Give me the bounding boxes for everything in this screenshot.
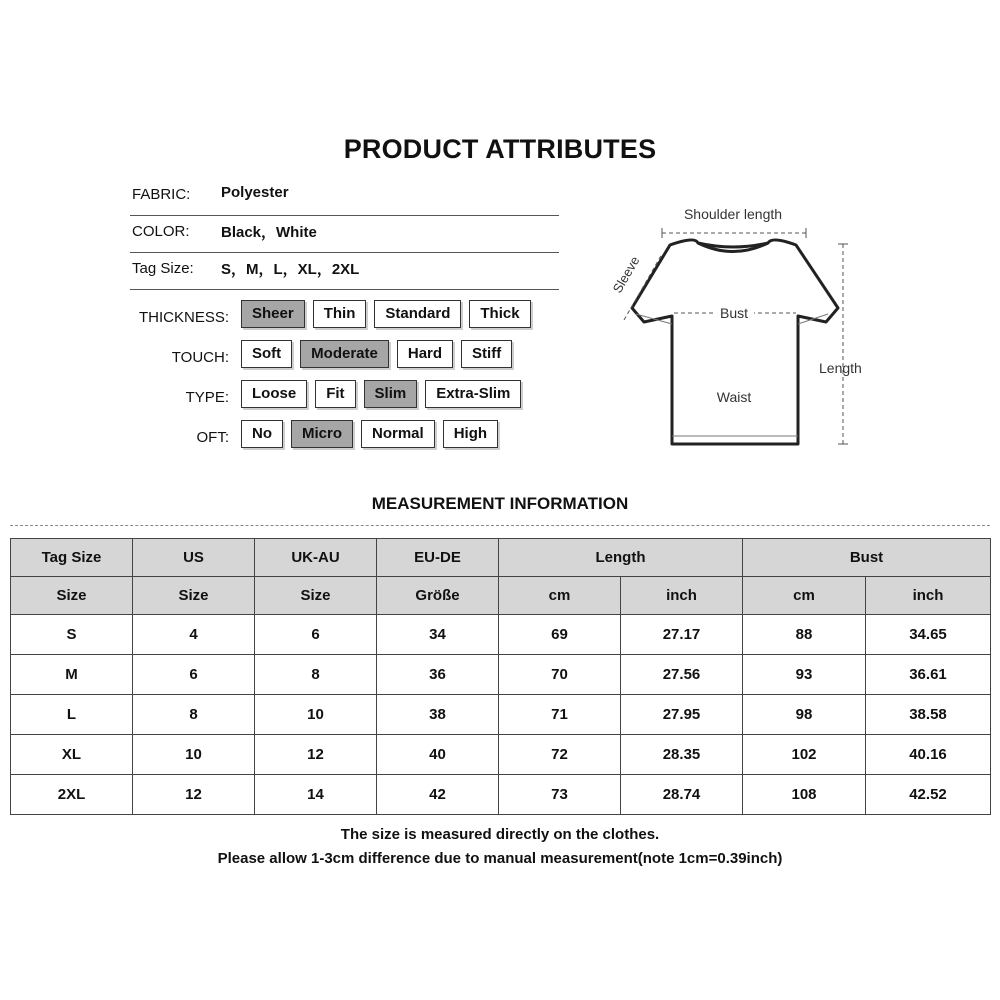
option-group [241, 420, 498, 448]
attr-label: COLOR: [132, 223, 190, 240]
option-chip-micro: Micro [291, 420, 353, 448]
option-chip-loose: Loose [241, 380, 307, 408]
table-cell: 93 [743, 655, 866, 695]
table-cell: 28.74 [621, 775, 743, 815]
size-table [10, 538, 991, 815]
table-row [11, 655, 991, 695]
option-chip-sheer: Sheer [241, 300, 305, 328]
bust-label: Bust [719, 305, 749, 321]
table-row [11, 615, 991, 655]
table-cell: 36.61 [866, 655, 991, 695]
attr-value: Black，White [221, 224, 317, 241]
table-cell: 38 [377, 695, 499, 735]
table-subheader-row [11, 577, 991, 615]
header-cell: cm [743, 577, 866, 615]
table-cell: 8 [255, 655, 377, 695]
table-cell: 4 [133, 615, 255, 655]
option-row-thickness [100, 300, 560, 330]
table-body [11, 615, 991, 815]
header-cell: inch [621, 577, 743, 615]
attr-tag-size [130, 252, 559, 290]
table-cell: 10 [255, 695, 377, 735]
header-cell: inch [866, 577, 991, 615]
table-row [11, 775, 991, 815]
option-chip-high: High [443, 420, 498, 448]
option-chip-hard: Hard [397, 340, 453, 368]
table-cell: 28.35 [621, 735, 743, 775]
option-row-oft [100, 420, 560, 450]
table-cell: 102 [743, 735, 866, 775]
header-cell: US [133, 539, 255, 577]
attr-value: S，M，L，XL，2XL [221, 261, 360, 278]
table-cell: 69 [499, 615, 621, 655]
table-row [11, 735, 991, 775]
table-cell: 27.95 [621, 695, 743, 735]
option-row-type [100, 380, 560, 410]
option-row-label: OFT: [196, 429, 229, 446]
table-cell: 34 [377, 615, 499, 655]
measurement-title: MEASUREMENT INFORMATION [371, 494, 629, 513]
table-cell: 40.16 [866, 735, 991, 775]
option-chip-thick: Thick [469, 300, 530, 328]
table-cell: 8 [133, 695, 255, 735]
header-cell: UK-AU [255, 539, 377, 577]
shoulder-label: Shoulder length [683, 206, 783, 222]
table-cell: 71 [499, 695, 621, 735]
table-cell: 42 [377, 775, 499, 815]
header-cell: cm [499, 577, 621, 615]
table-cell: 10 [133, 735, 255, 775]
table-cell: 27.56 [621, 655, 743, 695]
header-cell: EU-DE [377, 539, 499, 577]
header-cell: Größe [377, 577, 499, 615]
note-line: Please allow 1-3cm difference due to manual measurement(note 1cm=0.39inch) [217, 850, 783, 867]
table-cell: 98 [743, 695, 866, 735]
table-cell: 6 [255, 615, 377, 655]
table-cell: 40 [377, 735, 499, 775]
attr-value: Polyester [221, 184, 289, 201]
table-cell: 2XL [11, 775, 133, 815]
option-chip-stiff: Stiff [461, 340, 512, 368]
table-cell: M [11, 655, 133, 695]
attr-label: FABRIC: [132, 186, 191, 203]
option-chip-extra-slim: Extra-Slim [425, 380, 521, 408]
option-group [241, 380, 521, 408]
sleeve-label: Sleeve [609, 253, 643, 296]
option-group [241, 340, 512, 368]
table-cell: 34.65 [866, 615, 991, 655]
table-cell: XL [11, 735, 133, 775]
table-cell: 12 [255, 735, 377, 775]
table-cell: 73 [499, 775, 621, 815]
tshirt-outline-icon [632, 240, 838, 444]
table-cell: 70 [499, 655, 621, 695]
attr-label: Tag Size: [132, 260, 194, 277]
table-cell: 108 [743, 775, 866, 815]
table-cell: 72 [499, 735, 621, 775]
table-cell: 12 [133, 775, 255, 815]
table-row [11, 695, 991, 735]
option-chip-normal: Normal [361, 420, 435, 448]
table-cell: S [11, 615, 133, 655]
header-cell: Size [133, 577, 255, 615]
option-chip-soft: Soft [241, 340, 292, 368]
table-header-row [11, 539, 991, 577]
table-cell: 14 [255, 775, 377, 815]
option-row-label: TYPE: [185, 389, 229, 406]
tshirt-diagram [600, 198, 880, 458]
option-row-touch [100, 340, 560, 370]
option-chip-no: No [241, 420, 283, 448]
header-cell: Size [255, 577, 377, 615]
page-title: PRODUCT ATTRIBUTES [343, 134, 657, 164]
table-cell: 36 [377, 655, 499, 695]
header-cell: Length [499, 539, 743, 577]
waist-label: Waist [716, 389, 752, 405]
attr-color [130, 215, 559, 253]
option-chip-slim: Slim [364, 380, 418, 408]
attr-fabric [130, 178, 559, 216]
header-cell: Tag Size [11, 539, 133, 577]
option-group [241, 300, 531, 328]
option-chip-fit: Fit [315, 380, 355, 408]
header-cell: Bust [743, 539, 991, 577]
length-label: Length [819, 360, 862, 376]
option-row-label: TOUCH: [171, 349, 229, 366]
table-cell: 38.58 [866, 695, 991, 735]
divider [10, 525, 990, 526]
note-line: The size is measured directly on the clothes. [340, 826, 660, 843]
table-cell: L [11, 695, 133, 735]
option-row-label: THICKNESS: [138, 309, 229, 326]
option-chip-standard: Standard [374, 300, 461, 328]
option-chip-thin: Thin [313, 300, 367, 328]
option-chip-moderate: Moderate [300, 340, 389, 368]
table-cell: 88 [743, 615, 866, 655]
table-cell: 42.52 [866, 775, 991, 815]
table-cell: 27.17 [621, 615, 743, 655]
table-cell: 6 [133, 655, 255, 695]
header-cell: Size [11, 577, 133, 615]
